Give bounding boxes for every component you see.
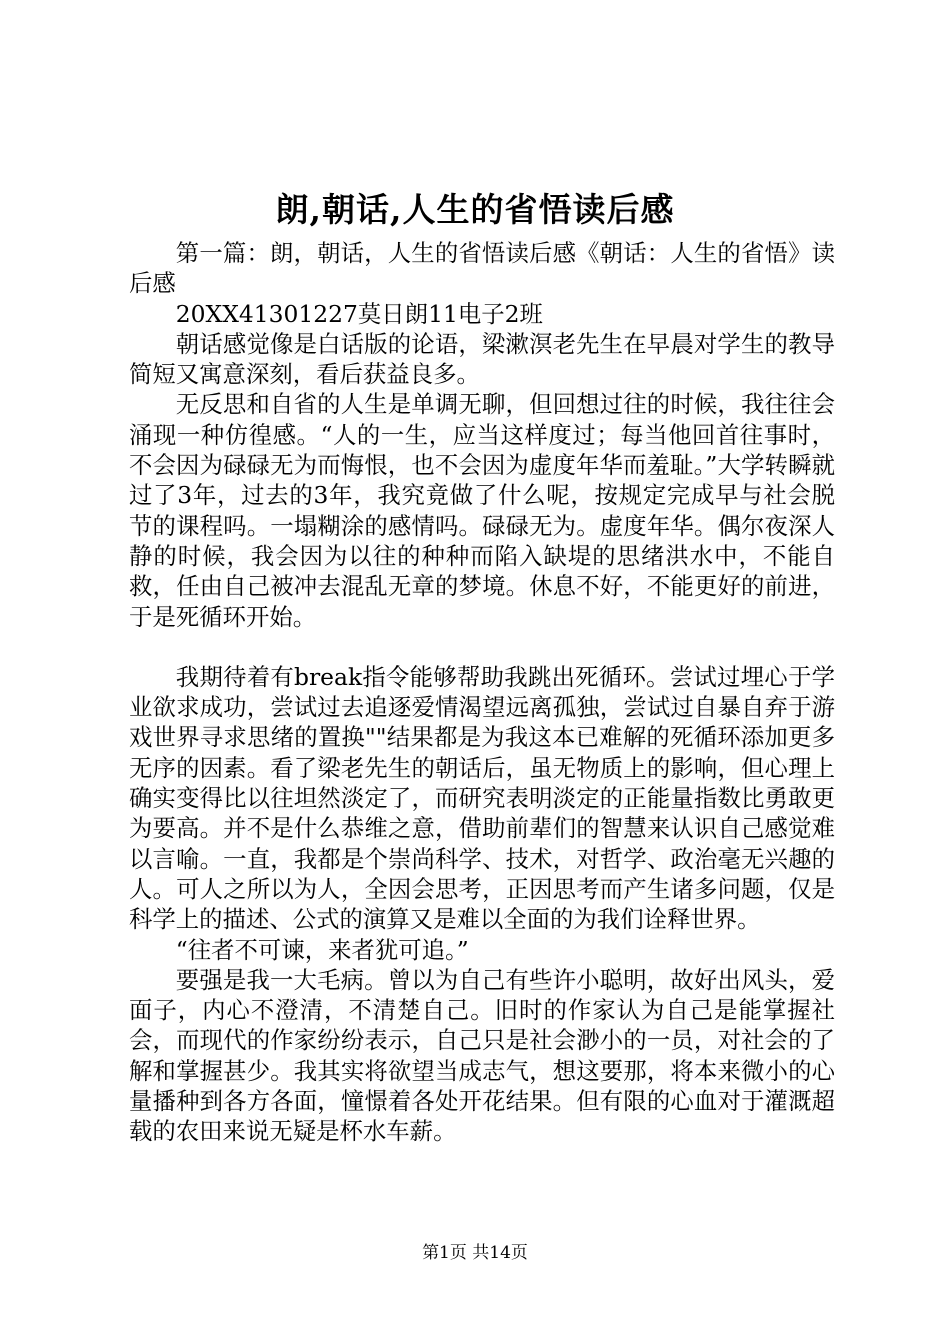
paragraph-heading: 第一篇：朗，朝话，人生的省悟读后感《朝话：人生的省悟》读后感 <box>129 239 835 298</box>
paragraph-reflection: 无反思和自省的人生是单调无聊，但回想过往的时候，我往往会涌现一种仿徨感。“人的一生，应当这样度过；每当他回首往事时，不会因为碌碌无为而悔恨，也不会因为虚度年华而羞耻。”大学转瞬就过了3年，过去的3年，我究竟做了什么呢，按规定完成早与社会脱节的课程吗。一塌糊涂的感情吗。碌碌无为。虚度年华。偶尔夜深人静的时候，我会因为以往的种种而陷入缺堤的思绪洪水中，不能自救，任由自己被冲去混乱无章的梦境。休息不好，不能更好的前进，于是死循环开始。 <box>129 390 835 631</box>
paragraph-author-line: 20XX41301227莫日朗11电子2班 <box>175 299 543 328</box>
paragraph-break-loop: 我期待着有break指令能够帮助我跳出死循环。尝试过埋心于学业欲求成功，尝试过去追逐爱情渴望远离孤独，尝试过自暴自弃于游戏世界寻求思绪的置换""结果都是为我这本已难解的死循环添加更多无序的因素。看了梁老先生的朝话后，虽无物质上的影响，但心理上确实变得比以往坦然淡定了，而研究表明淡定的正能量指数比勇敢更为要高。并不是什么恭维之意，借助前辈们的智慧来认识自己感觉难以言喻。一直，我都是个崇尚科学、技术，对哲学、政治毫无兴趣的人。可人之所以为人，全因会思考，正因思考而产生诸多问题，仅是科学上的描述、公式的演算又是难以全面的为我们诠释世界。 <box>129 662 835 934</box>
paragraph-quote: “往者不可谏，来者犹可追。” <box>175 935 469 964</box>
paragraph-ambition: 要强是我一大毛病。曾以为自己有些许小聪明，故好出风头，爱面子，内心不澄清，不清楚自己。旧时的作家认为自己是能掌握社会，而现代的作家纷纷表示，自己只是社会渺小的一员，对社会的了解和掌握甚少。我其实将欲望当成志气，想这要那，将本来微小的心量播种到各方各面，憧憬着各处开花结果。但有限的心血对于灌溉超载的农田来说无疑是杯水车薪。 <box>129 965 835 1146</box>
document-body <box>129 238 835 1147</box>
page-footer: 第1页 共14页 <box>422 1243 528 1263</box>
paragraph-intro: 朝话感觉像是白话版的论语，梁漱溟老先生在早晨对学生的教导简短又寓意深刻，看后获益良多。 <box>129 329 835 389</box>
document-title: 朗,朝话,人生的省悟读后感 <box>275 190 675 229</box>
